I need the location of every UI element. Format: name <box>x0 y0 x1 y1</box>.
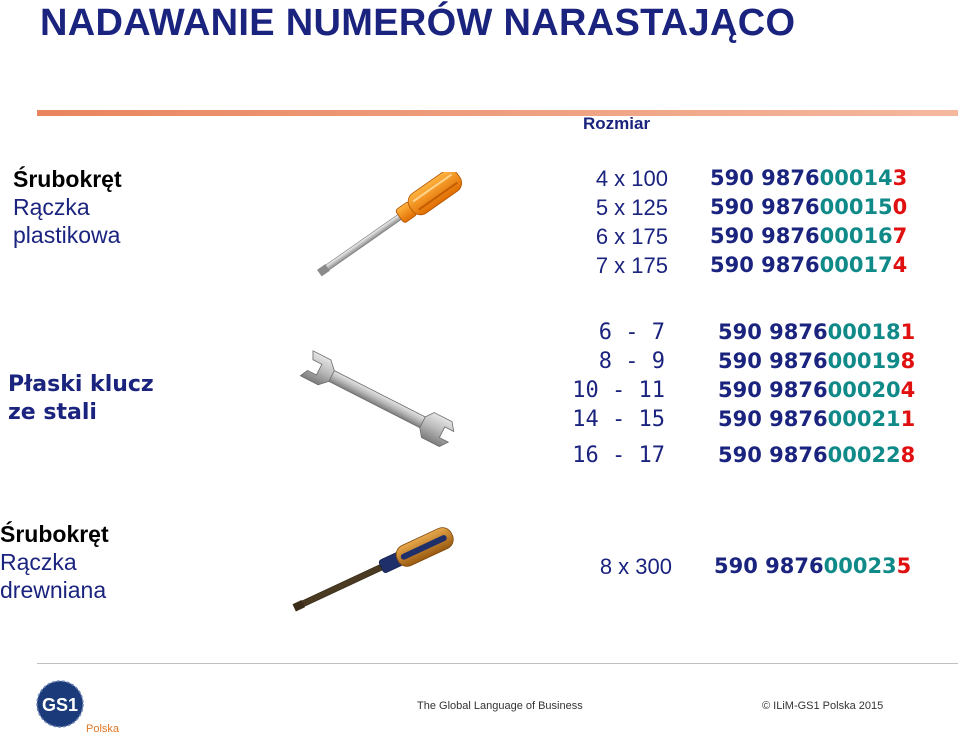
gs1-logo-subtext: Polska <box>86 723 120 734</box>
product-name-line: Śrubokręt <box>0 521 109 547</box>
size-value: 16 - 17 <box>572 443 665 468</box>
product-name-line: Rączka <box>0 549 77 575</box>
gs1-logo-text: GS1 <box>41 695 79 715</box>
gtin-code: 590 9876000174 <box>710 253 908 277</box>
product-name-wrench <box>8 371 154 427</box>
size-value: 10 - 11 <box>572 378 665 403</box>
wrench-image <box>300 350 460 462</box>
page-title: NADAWANIE NUMERÓW NARASTAJĄCO <box>40 2 796 44</box>
gs1-logo <box>36 676 126 734</box>
gtin-code: 590 9876000143 <box>710 166 908 190</box>
screwdriver-wooden-image <box>290 515 462 615</box>
gtin-code: 590 9876000228 <box>718 443 916 467</box>
gtin-code: 590 9876000211 <box>718 407 916 431</box>
gtin-code: 590 9876000181 <box>718 320 916 344</box>
size-value: 6 - 7 <box>598 320 665 345</box>
size-list <box>560 164 668 280</box>
size-value: 7 x 175 <box>595 253 668 278</box>
size-value: 4 x 100 <box>595 166 668 191</box>
footer-copyright: © ILiM-GS1 Polska 2015 <box>762 700 884 712</box>
footer-tagline: The Global Language of Business <box>417 700 583 712</box>
size-value: 14 - 15 <box>572 407 665 432</box>
gtin-code: 590 9876000235 <box>714 554 912 578</box>
size-value: 5 x 125 <box>595 195 668 220</box>
gtin-code: 590 9876000198 <box>718 349 916 373</box>
screwdriver-plastic-image <box>315 172 470 284</box>
gtin-code: 590 9876000150 <box>710 195 908 219</box>
product-name-line: drewniana <box>0 577 107 603</box>
product-name-line: plastikowa <box>13 222 121 248</box>
product-name-line: Śrubokręt <box>13 166 122 192</box>
size-column-header: Rozmiar <box>583 114 651 133</box>
gtin-code: 590 9876000204 <box>718 378 916 402</box>
product-name-screwdriver-plastic <box>13 165 122 249</box>
size-value: 8 - 9 <box>598 349 665 374</box>
gtin-code: 590 9876000167 <box>710 224 908 248</box>
gtin-code-list <box>710 164 907 280</box>
product-name-line: Płaski klucz <box>8 372 154 397</box>
product-name-line: Rączka <box>13 194 90 220</box>
product-name-line: ze stali <box>8 400 97 425</box>
gtin-code-list <box>714 552 911 581</box>
size-value: 6 x 175 <box>595 224 668 249</box>
size-value: 8 x 300 <box>599 554 672 579</box>
top-divider <box>37 110 958 116</box>
bottom-divider <box>37 663 958 664</box>
product-name-screwdriver-wooden <box>0 520 109 604</box>
size-list <box>548 318 665 470</box>
gtin-code-list <box>718 318 915 470</box>
size-list <box>560 552 672 581</box>
